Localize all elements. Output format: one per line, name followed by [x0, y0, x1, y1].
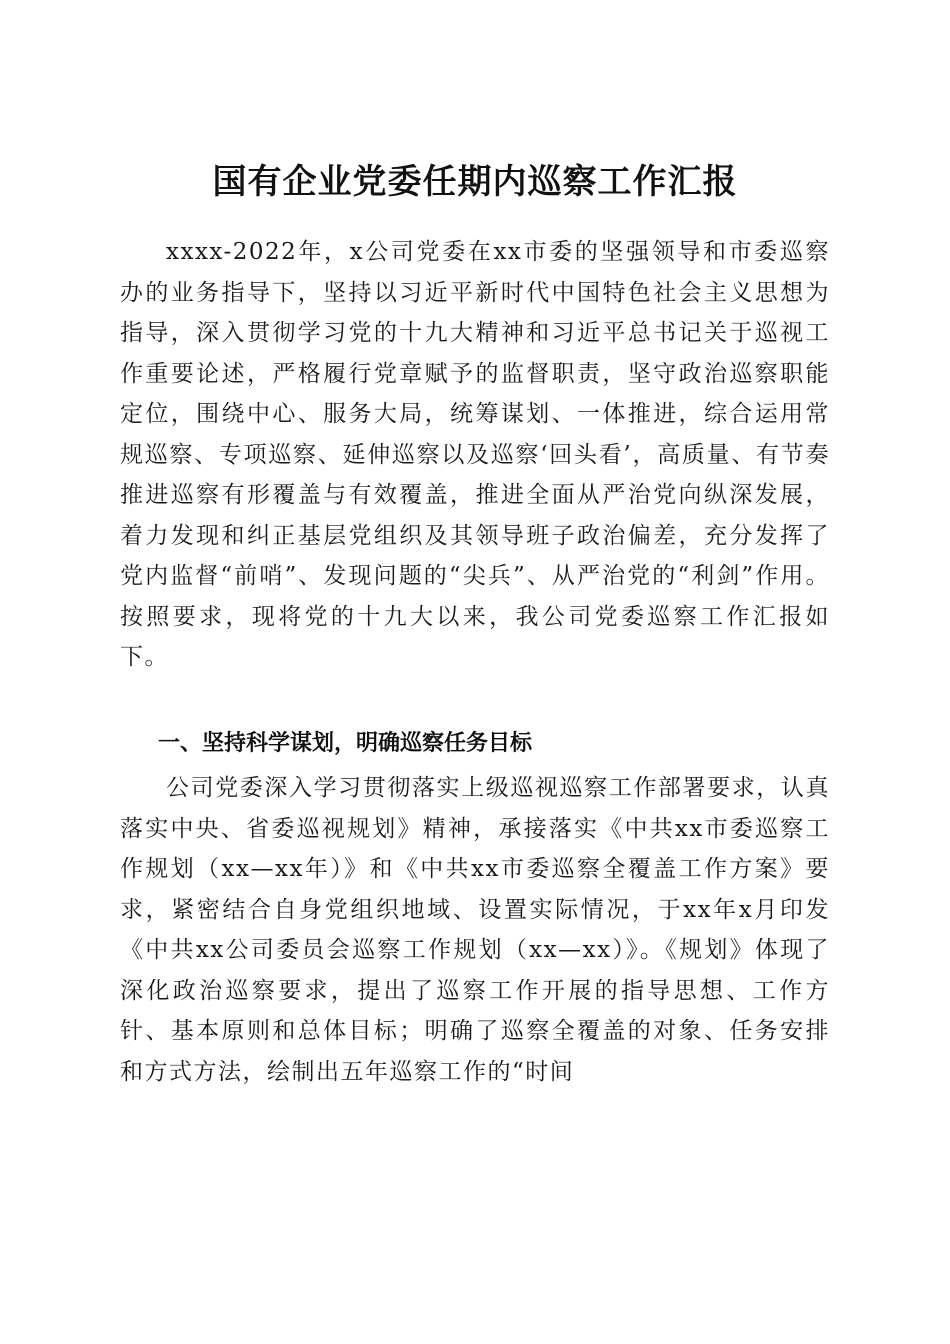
intro-paragraph: xxxx-2022年，x公司党委在xx市委的坚强领导和市委巡察办的业务指导下，坚持以习近平新时代中国特色社会主义思想为指导，深入贯彻学习党的十九大精神和习近平总书记关于巡视工作重要论述，严格履行党章赋予的监督职责，坚守政治巡察职能定位，围绕中心、服务大局，统筹谋划、一体推进，综合运用常规巡察、专项巡察、延伸巡察以及巡察‘回头看’，高质量、有节奏推进巡察有形覆盖与有效覆盖，推进全面从严治党向纵深发展，着力发现和纠正基层党组织及其领导班子政治偏差，充分发挥了党内监督“前哨”、发现问题的“尖兵”、从严治党的“利剑”作用。按照要求，现将党的十九大以来，我公司党委巡察工作汇报如下。 [120, 239, 830, 670]
section-1-paragraph: 公司党委深入学习贯彻落实上级巡视巡察工作部署要求，认真落实中央、省委巡视规划》精神，承接落实《中共xx市委巡察工作规划（xx—xx年）》和《中共xx市委巡察全覆盖工作方案》要求，紧密结合自身党组织地域、设置实际情况，于xx年x月印发《中共xx公司委员会巡察工作规划（xx—xx）》。《规划》体现了深化政治巡察要求，提出了巡察工作开展的指导思想、工作方针、基本原则和总体目标；明确了巡察全覆盖的对象、任务安排和方式方法，绘制出五年巡察工作的“时间 [120, 775, 830, 1085]
document-title: 国有企业党委任期内巡察工作汇报 [212, 161, 738, 202]
section-heading-1: 一、坚持科学谋划，明确巡察任务目标 [158, 731, 533, 756]
